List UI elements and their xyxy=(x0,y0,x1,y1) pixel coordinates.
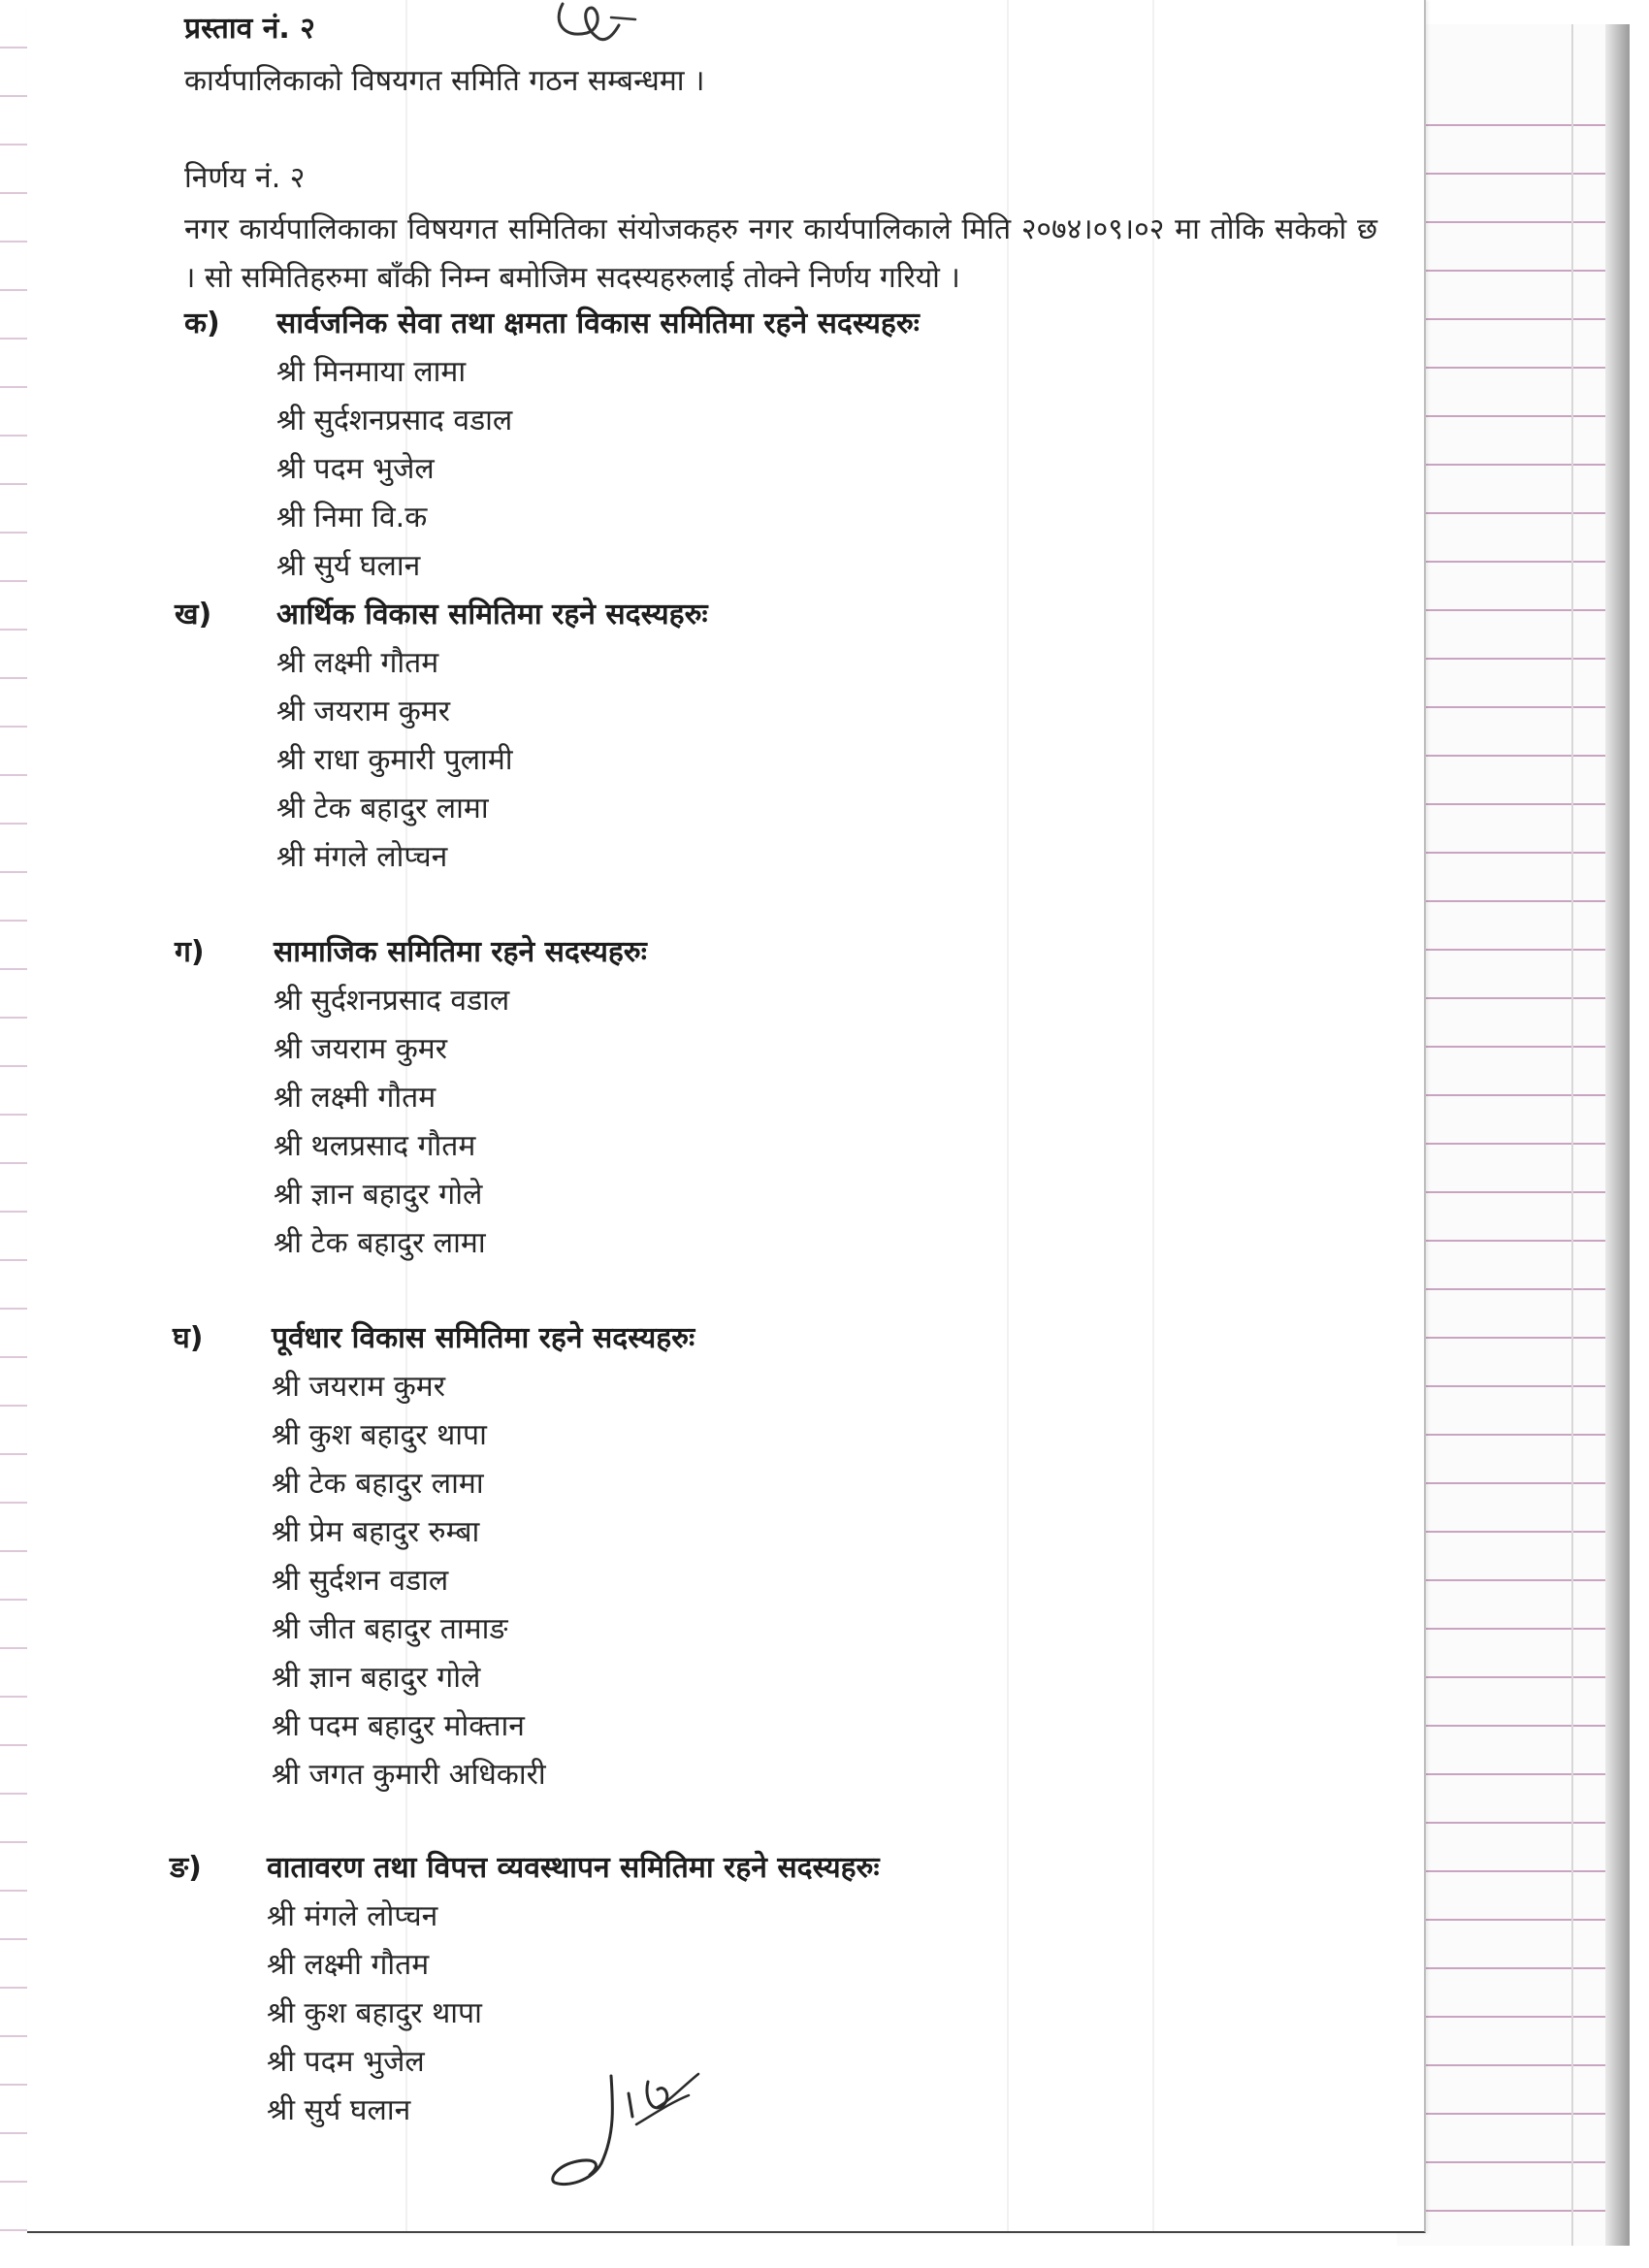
proposal-subject: कार्यपालिकाको विषयगत समिति गठन सम्बन्धमा । xyxy=(184,64,705,98)
member-name: श्री लक्ष्मी गौतम xyxy=(276,646,439,680)
member-name: श्री कुश बहादुर थापा xyxy=(267,1996,482,2030)
member-name: श्री थलप्रसाद गौतम xyxy=(274,1129,476,1163)
member-name: श्री सुर्दशनप्रसाद वडाल xyxy=(274,984,510,1018)
notebook-ruled-margin-left xyxy=(0,0,27,2268)
section-title: आर्थिक विकास समितिमा रहने सदस्यहरुः xyxy=(276,598,708,632)
member-name: श्री प्रेम बहादुर रुम्बा xyxy=(272,1515,480,1549)
member-name: श्री सुर्य घलान xyxy=(267,2093,411,2127)
member-name: श्री निमा वि.क xyxy=(276,501,428,535)
section-label: ग) xyxy=(175,935,205,969)
section-title: सार्वजनिक सेवा तथा क्षमता विकास समितिमा रहने सदस्यहरुः xyxy=(276,307,920,340)
member-name: श्री ज्ञान बहादुर गोले xyxy=(274,1178,483,1212)
member-name: श्री मंगले लोप्चन xyxy=(276,840,448,874)
notebook-edge-shadow xyxy=(1605,24,1630,2246)
member-name: श्री जयराम कुमर xyxy=(272,1370,445,1404)
member-name: श्री टेक बहादुर लामा xyxy=(272,1467,484,1501)
member-name: श्री ज्ञान बहादुर गोले xyxy=(272,1661,481,1695)
member-name: श्री टेक बहादुर लामा xyxy=(274,1226,486,1260)
decision-text: नगर कार्यपालिकाका विषयगत समितिका संयोजकहरु नगर कार्यपालिकाले मिति २०७४।०९।०२ मा तोकि सकेको छ । सो समितिहरुमा बाँकी निम्न बमोजिम सदस्यहरुलाई तोक्ने निर्णय गरियो । xyxy=(184,212,1377,295)
notebook-ruled-lines xyxy=(1426,78,1630,2241)
section-title: पूर्वधार विकास समितिमा रहने सदस्यहरुः xyxy=(272,1321,695,1355)
proposal-heading: प्रस्ताव नं. २ xyxy=(184,12,315,46)
section-label: ङ) xyxy=(170,1851,202,1885)
section-label: घ) xyxy=(173,1321,204,1355)
member-name: श्री जीत बहादुर तामाङ xyxy=(272,1612,508,1646)
member-name: श्री पदम भुजेल xyxy=(267,2045,425,2079)
member-name: श्री लक्ष्मी गौतम xyxy=(267,1948,430,1982)
notebook-fold-line xyxy=(1571,24,1573,2246)
member-name: श्री पदम भुजेल xyxy=(276,452,435,486)
signature-bottom xyxy=(543,2057,718,2202)
member-name: श्री जयराम कुमर xyxy=(276,695,450,729)
scan-band xyxy=(1007,0,1009,2231)
member-name: श्री टेक बहादुर लामा xyxy=(276,792,489,826)
member-name: श्री सुर्य घलान xyxy=(276,549,421,583)
decision-heading: निर्णय नं. २ xyxy=(184,161,306,195)
member-name: श्री जगत कुमारी अधिकारी xyxy=(272,1758,546,1792)
member-name: श्री जयराम कुमर xyxy=(274,1032,447,1066)
scan-band xyxy=(1152,0,1154,2231)
section-label: ख) xyxy=(175,598,212,632)
member-name: श्री सुर्दशनप्रसाद वडाल xyxy=(276,404,513,437)
member-name: श्री सुर्दशन वडाल xyxy=(272,1564,449,1598)
signature-top xyxy=(543,0,650,53)
section-title: वातावरण तथा विपत्त व्यवस्थापन समितिमा रहने सदस्यहरुः xyxy=(267,1851,880,1885)
member-name: श्री लक्ष्मी गौतम xyxy=(274,1081,436,1115)
member-name: श्री पदम बहादुर मोक्तान xyxy=(272,1709,525,1743)
member-name: श्री राधा कुमारी पुलामी xyxy=(276,743,513,777)
member-name: श्री कुश बहादुर थापा xyxy=(272,1418,487,1452)
section-label: क) xyxy=(184,307,220,340)
section-title: सामाजिक समितिमा रहने सदस्यहरुः xyxy=(274,935,647,969)
member-name: श्री मंगले लोप्चन xyxy=(267,1899,438,1933)
member-name: श्री मिनमाया लामा xyxy=(276,355,467,389)
notebook-back-page xyxy=(1397,24,1630,2246)
